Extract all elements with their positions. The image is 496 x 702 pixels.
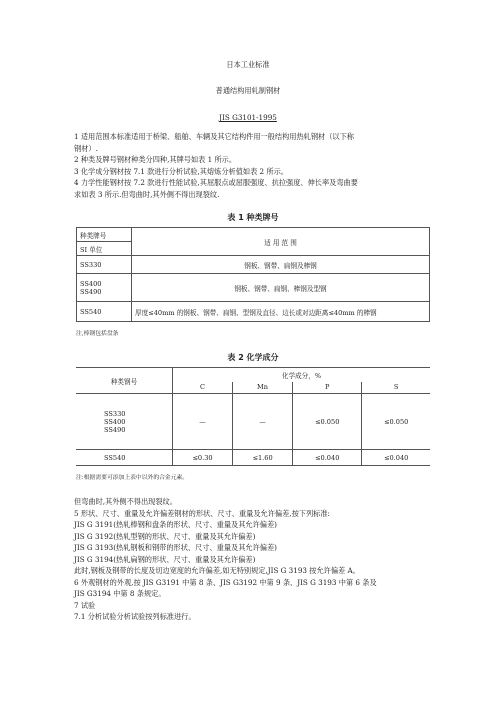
- document-title: 普通结构用轧制钢材: [215, 86, 281, 95]
- intro-line: 钢材）.: [74, 143, 98, 153]
- table-2: [76, 352, 430, 481]
- value-cell: ≤0.050: [293, 394, 362, 450]
- body-line: 6 外观钢材的外观,按 JIS G3191 中第 8 条、JIS G3192 中第 9 条、JIS G 3193 中第 6 条及: [74, 577, 377, 587]
- table-2-caption: 表 2 化学成分: [227, 353, 279, 362]
- body-line: 此时,钢板及钢带的长度及切边宽度的允许偏差,如无特别规定,JIS G 3193 按允许偏差 A。: [74, 566, 360, 575]
- header-scope: 适 用 范 围: [132, 228, 430, 256]
- table-row: [77, 274, 430, 302]
- table-1-note: 注,棒钢包括盘条: [76, 331, 119, 337]
- body-line: 但弯曲时,其外侧不得出现裂纹。: [74, 497, 177, 506]
- value-cell: —: [233, 394, 293, 450]
- grade-cell: SS400 SS490: [77, 274, 132, 302]
- value-cell: ≤0.050: [362, 394, 430, 450]
- value-cell: —: [173, 394, 233, 450]
- grade-cell: SS540: [76, 450, 173, 466]
- table-row: [76, 450, 430, 466]
- body-line: JIS G 3193(热轧钢板和钢带的形状、尺寸、重量及其允许偏差): [74, 543, 277, 552]
- scope-cell: 厚度≤40mm 的钢板、钢带、扁钢、型钢及直径、边长或对边距离≤40mm 的棒钢: [132, 302, 430, 322]
- header-element-s: S: [362, 382, 430, 394]
- table-1: [76, 212, 430, 337]
- intro-line: 4 力学性能钢材按 7.2 款进行性能试验,其屈服点或屈服强度、抗拉强度、伸长率及弯曲要: [74, 178, 358, 187]
- value-cell: ≤0.040: [362, 450, 430, 466]
- header-element-c: C: [173, 382, 233, 394]
- standard-code: JIS G3101-1995: [219, 113, 277, 122]
- body-line: 7.1 分析试验分析试验按列标准进行。: [74, 612, 196, 621]
- table-row: [77, 256, 430, 274]
- body-line: JIS G 3191(热轧棒钢和盘条的形状、尺寸、重量及其允许偏差): [74, 520, 277, 529]
- intro-section: [74, 131, 434, 200]
- scope-cell: 钢板、钢带、扁钢及棒钢: [132, 256, 430, 274]
- intro-line: 3 化学成分钢材按 7.1 款进行分析试验,其熔炼分析值如表 2 所示。: [74, 166, 288, 176]
- grade-cell: SS330: [77, 256, 132, 274]
- type-grade-table: [76, 227, 430, 322]
- chemical-composition-table: [76, 367, 430, 466]
- value-cell: ≤0.040: [293, 450, 362, 466]
- header-code: 种类牌号: [77, 228, 132, 242]
- table-row: [76, 394, 430, 450]
- table-row: [77, 302, 430, 322]
- intro-line: 求如表 3 所示.但弯曲时,其外侧不得出现裂纹.: [74, 189, 220, 199]
- value-cell: ≤0.30: [173, 450, 233, 466]
- table-1-caption: 表 1 种类牌号: [227, 213, 279, 222]
- header-element-p: P: [293, 382, 362, 394]
- body-line: 7 试验: [74, 600, 96, 610]
- body-line: JIS G3194 中第 8 条规定。: [74, 589, 166, 598]
- body-line: JIS G 3192(热轧型钢的形状、尺寸、重量及其允许偏差): [74, 531, 256, 541]
- intro-line: 1 适用范围本标准适用于桥梁、船舶、车辆及其它结构件用一般结构用热轧钢材（以下称: [74, 132, 354, 141]
- header-composition: 化学成分，%: [173, 368, 431, 382]
- body-line: 5 形状、尺寸、重量及允许偏差钢材的形状、尺寸、重量及允许偏差,按下列标准:: [74, 508, 330, 518]
- intro-line: 2 种类及牌号钢材种类分四种,其牌号如表 1 所示。: [74, 155, 237, 164]
- header-grade: 种类钢号: [76, 368, 173, 394]
- value-cell: ≤1.60: [233, 450, 293, 466]
- grade-cell: SS540: [77, 302, 132, 322]
- body-section: [74, 496, 434, 623]
- header-element-mn: Mn: [233, 382, 293, 394]
- scope-cell: 钢板、钢带、扁钢、棒钢及型钢: [132, 274, 430, 302]
- body-line: JIS G 3194(热轧扁钢的形状、尺寸、重量及其允许偏差): [74, 554, 256, 564]
- grade-cell: SS330 SS400 SS490: [76, 394, 173, 450]
- standard-category: 日本工业标准: [226, 60, 270, 69]
- header-unit: SI 单位: [77, 242, 132, 256]
- table-2-note: 注:根据需要可添加上表中以外的合金元素。: [76, 475, 189, 481]
